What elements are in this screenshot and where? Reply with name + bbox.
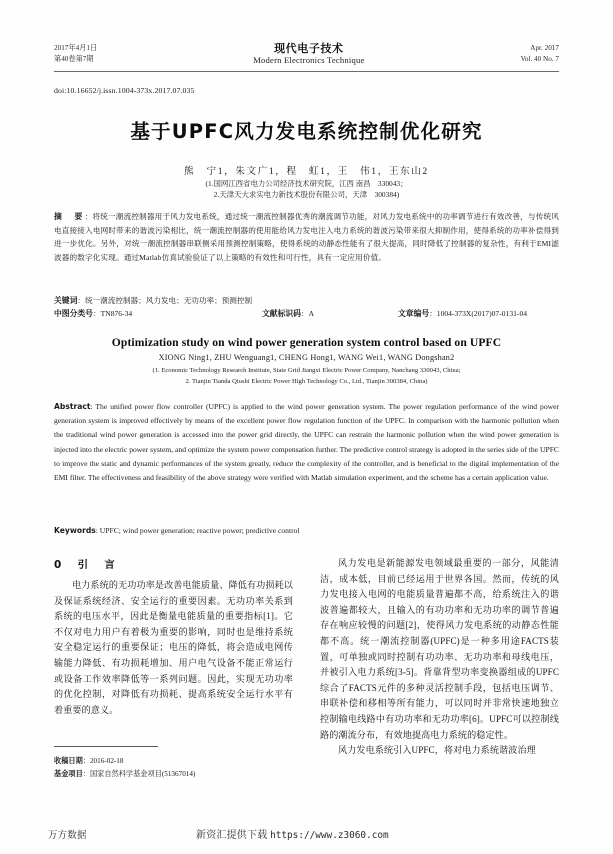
body-paragraph-right-2: 风力发电系统引入UPFC，将对电力系统谐波治理 — [338, 745, 536, 756]
wanfang-data-logo: 万方数据 — [48, 830, 87, 841]
document-code — [262, 308, 398, 319]
keywords-en — [54, 525, 559, 537]
affiliation-en-2: 2. Tianjin Tianda Qiushi Electric Power High Technology Co., Ltd., Tianjin 300384, China) — [185, 377, 428, 385]
doi-line: doi:10.16652/j.issn.1004-373x.2017.07.035 — [54, 86, 195, 95]
affiliations-en — [0, 366, 613, 387]
fund-label: 基金项目 — [54, 768, 83, 778]
journal-title-en: Modern Electronics Technique — [253, 55, 365, 65]
abstract-en-label: Abstract — [54, 402, 91, 411]
received-value: ：2016-02-18 — [82, 757, 124, 765]
column-left — [54, 556, 293, 796]
authors-cn: 熊 宁1，朱文广1，程 虹1，王 伟1，王东山2 — [184, 166, 429, 177]
keywords-cn-text: ：统一潮流控制器；风力发电；无功功率；预测控制 — [77, 296, 253, 305]
doc-code-label: 文献标识码 — [262, 309, 301, 318]
abstract-cn-label: 摘 要 — [54, 212, 85, 221]
issue-month-year: Apr. 2017 — [530, 44, 559, 52]
footnote-received — [54, 755, 293, 768]
section-heading-introduction: 0 引 言 — [54, 559, 118, 571]
footnote-fund — [54, 768, 293, 781]
column-right — [320, 556, 559, 796]
keywords-en-label: Keywords — [54, 526, 96, 535]
download-url[interactable]: https://www.z3060.com — [270, 830, 389, 841]
affiliation-cn-2: 2.天津天大求实电力新技术股份有限公司，天津 300384) — [213, 190, 400, 199]
abstract-cn — [54, 210, 559, 264]
masthead-divider — [54, 71, 559, 72]
volume-issue-cn: 第40卷第7期 — [54, 54, 94, 63]
body-columns — [54, 556, 559, 796]
affiliation-cn-1: (1.国网江西省电力公司经济技术研究院，江西 南昌 330043； — [205, 179, 408, 188]
issue-date: 2017年4月1日 — [54, 44, 98, 52]
affiliation-en-1: (1. Economic Technology Research Institute, State Grid Jiangxi Electric Power Company, Nanchang 330043, China; — [152, 367, 461, 374]
footnote-divider — [54, 746, 158, 747]
journal-name-block — [97, 42, 520, 66]
issue-date-block — [54, 42, 97, 64]
footnote-block — [54, 755, 293, 780]
volume-number: Vol. 40 No. 7 — [520, 54, 559, 63]
download-note-text: 新资汇提供下载 — [196, 830, 268, 841]
download-source-note — [196, 826, 389, 841]
abstract-cn-text: ：将统一潮流控制器用于风力发电系统，通过统一潮流控制器优秀的潮流调节功能，对风力发电系统中的功率调节进行有效改善，与传统风电直接接入电网时带来的谐波污染相比，统一潮流控制器的使用能给风力发电注入电力系统的谐波污染带来很大抑制作用，使得系统的功率补偿得到进一步优化。另外，对统一潮流控制器串联侧采用预测控制策略，使得系统的动静态性能有了很大提高，同时降低了控制器的复杂性，有利于EMI滤波器的数字化实现。通过Matlab仿真试验验证了以上策略的有效性和可行性，具有一定应用价值。 — [54, 212, 559, 262]
fund-value: ：国家自然科学基金项目(51367014) — [82, 769, 196, 778]
issue-meta-block — [521, 42, 559, 64]
received-label: 收稿日期 — [54, 756, 83, 765]
body-paragraph-right-1: 风力发电是新能源发电领域最重要的一部分，风能清洁，成本低，目前已经运用于世界各国。然而，传统的风力发电接入电网的电能质量普遍都不高，给系统注入的谐波普遍都较大，且输入的有功功率和无功功率的调节普遍存在响应较慢的问题[2]，使得风力发电系统的动静态性能都不高。统一潮流控制器(UPFC)是一种多用途FACTS装置，可单独或同时控制有功功率、无功功率和母线电压，并被引入电力系统[3-5]。背靠背型功率变换器组成的UPFC综合了FACTS元件的多种灵活控制手段，包括电压调节、串联补偿和移相等所有能力，可以同时并非常快速地独立控制输电线路中有功功率和无功功率[6]。UPFC可以控制线路的潮流分布，有效地提高电力系统的稳定性。 — [320, 558, 559, 740]
keywords-cn — [54, 295, 559, 307]
keywords-cn-label: 关键词 — [54, 296, 78, 305]
authors-en: XIONG Ning1, ZHU Wenguang1, CHENG Hong1, WANG Wei1, WANG Dongshan2 — [158, 353, 455, 362]
article-number-label: 文章编号 — [398, 309, 430, 318]
journal-masthead — [54, 42, 559, 66]
article-number-value: ：1004-373X(2017)07-0131-04 — [429, 309, 528, 318]
abstract-en — [54, 400, 559, 485]
clc-label: 中图分类号 — [54, 309, 93, 318]
article-number — [398, 308, 559, 319]
keywords-en-text: : UPFC; wind power generation; reactive power; predictive control — [95, 526, 300, 535]
page-title-en: Optimization study on wind power generation system control based on UPFC — [111, 336, 502, 349]
clc-value: ：TN876-34 — [92, 309, 133, 318]
body-paragraph-left-1: 电力系统的无功功率是改善电能质量、降低有功损耗以及保证系统经济、安全运行的重要因素。无功功率关系到系统的电压水平，因此是衡量电能质量的重要指标[1]。它不仅对电力用户有着极为重要的影响，同时也是维持系统安全稳定运行的重要保证；电压的降低，将会造成电网传输能力降低、有功损耗增加、用户电气设备不能正常运行或设备工作效率降低等一系列问题。因此，实现无功功率的优化控制，对降低有功损耗、提高系统安全运行水平有着重要的意义。 — [54, 580, 293, 715]
abstract-en-text: : The unified power flow controller (UPFC) is applied to the wind power generation system. The power regulation performance of the wind power generation system is improved effectively by means of the excellent power flow regulation function of the UPFC. In comparison with the harmonic pollution when the traditional wind power generation is accessed into the power grid directly, the UPFC can restrain the harmonic pollution when the wind power generation is injected into the electric power system, and optimize the system power compensation further. The predictive control strategy is adopted in the series side of the UPFC to improve the static and dynamic performances of the system greatly, reduce the complexity of the controller, and is beneficial to the digital implementation of the EMI filter. The effectiveness and feasibility of the above strategy were verified with Matlab simulation experiment, and the scheme has a certain application value. — [54, 402, 559, 483]
affiliations-cn — [0, 178, 613, 200]
doc-code-value: ：A — [300, 309, 315, 318]
page-title-cn: 基于UPFC风力发电系统控制优化研究 — [130, 120, 483, 143]
clc-number — [54, 308, 262, 319]
classification-row — [54, 308, 559, 319]
journal-title-cn: 现代电子技术 — [274, 42, 344, 55]
